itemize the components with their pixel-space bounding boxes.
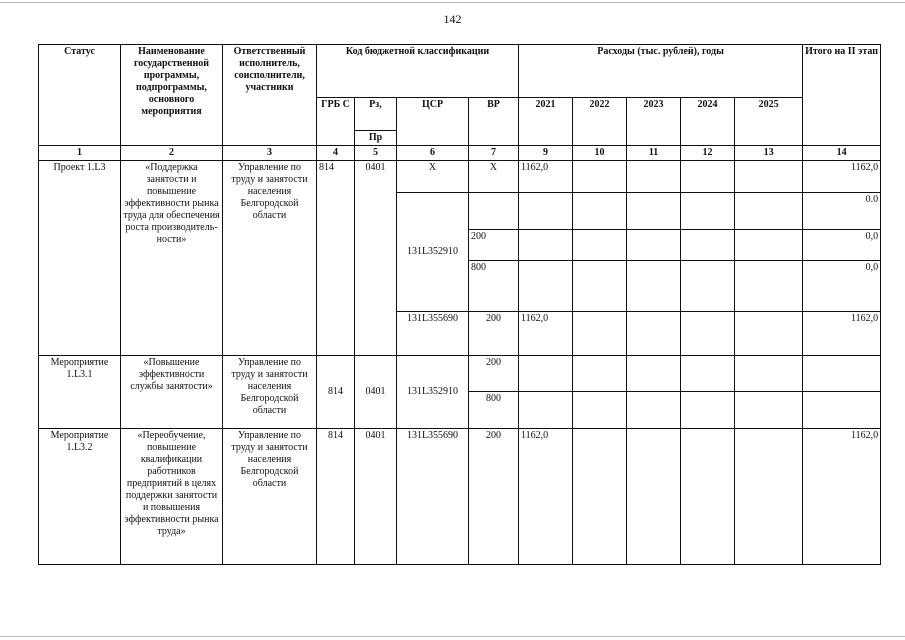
header-grbs: ГРБ С: [317, 98, 355, 146]
measure1-executor: Управление по труду и занятости населения Белгородской области: [223, 356, 317, 429]
project-2025-cell: [735, 230, 803, 261]
measure1-rz: 0401: [355, 356, 397, 429]
measure1-row-1: [39, 356, 881, 392]
project-total-cell: 0,0: [803, 230, 881, 261]
project-2024-cell: [681, 312, 735, 356]
measure1-2025-cell: [735, 356, 803, 392]
measure2-total-cell: 1162,0: [803, 429, 881, 565]
measure1-vr-b: 800: [469, 392, 519, 429]
header-executor: Ответственный исполнитель, соисполнители, участники: [223, 45, 317, 146]
project-2021-cell: [519, 193, 573, 230]
project-2024-cell: [681, 193, 735, 230]
measure2-name: «Переобучение, повышение квалификации работников предприятий в целях поддержки занятости и повышения эффективности рынка труда»: [121, 429, 223, 565]
measure1-grbs: 814: [317, 356, 355, 429]
column-number: 3: [223, 146, 317, 161]
measure1-2022-cell: [573, 392, 627, 429]
project-2022-cell: [573, 161, 627, 193]
project-vr-cell: 200: [469, 230, 519, 261]
measure1-2024-cell: [681, 356, 735, 392]
measure1-2023-cell: [627, 392, 681, 429]
page-top-edge: [0, 2, 905, 3]
measure1-total-cell: [803, 392, 881, 429]
header-expenses: Расходы (тыс. рублей), годы: [519, 45, 803, 98]
project-csr-cell: 131L355690: [397, 312, 469, 356]
measure2-2025-cell: [735, 429, 803, 565]
project-2023-cell: [627, 193, 681, 230]
project-csr-cell: Х: [397, 161, 469, 193]
project-2023-cell: [627, 230, 681, 261]
column-number: 12: [681, 146, 735, 161]
project-grbs: 814: [317, 161, 355, 356]
measure1-2022-cell: [573, 356, 627, 392]
project-total-cell: 1162,0: [803, 161, 881, 193]
measure1-csr: 131L352910: [397, 356, 469, 429]
header-year-2024: 2024: [681, 98, 735, 146]
header-rz: Рз,: [355, 98, 397, 131]
header-pr: Пр: [355, 131, 397, 146]
column-number: 9: [519, 146, 573, 161]
measure1-name: «Повышение эффективности службы занятости»: [121, 356, 223, 429]
project-2025-cell: [735, 261, 803, 312]
column-number: 6: [397, 146, 469, 161]
page-bottom-edge: [0, 636, 905, 637]
measure2-2022-cell: [573, 429, 627, 565]
measure1-2021-cell: [519, 392, 573, 429]
project-2025-cell: [735, 312, 803, 356]
measure1-2024-cell: [681, 392, 735, 429]
measure1-2025-cell: [735, 392, 803, 429]
project-rz: 0401: [355, 161, 397, 356]
header-status: Статус: [39, 45, 121, 146]
project-2022-cell: [573, 312, 627, 356]
project-2021-cell: 1162,0: [519, 312, 573, 356]
header-year-2023: 2023: [627, 98, 681, 146]
project-2024-cell: [681, 230, 735, 261]
project-status: Проект 1.L3: [39, 161, 121, 356]
project-2023-cell: [627, 161, 681, 193]
measure1-2023-cell: [627, 356, 681, 392]
header-year-2021: 2021: [519, 98, 573, 146]
project-vr-cell: Х: [469, 161, 519, 193]
measure1-status: Мероприятие 1.L3.1: [39, 356, 121, 429]
project-total-cell: 0,0: [803, 261, 881, 312]
project-name: «Поддержка занятости и повышение эффективности рынка труда для обеспечения роста производитель-ности»: [121, 161, 223, 356]
header-budget-code: Код бюджетной классификации: [317, 45, 519, 98]
project-csr-a: 131L352910: [397, 193, 469, 312]
project-2025-cell: [735, 161, 803, 193]
measure2-vr: 200: [469, 429, 519, 565]
project-row-1: [39, 161, 881, 193]
header-year-2022: 2022: [573, 98, 627, 146]
project-vr-cell: 800: [469, 261, 519, 312]
project-2025-cell: [735, 193, 803, 230]
project-vr-cell: [469, 193, 519, 230]
project-total-cell: 0.0: [803, 193, 881, 230]
column-number: 4: [317, 146, 355, 161]
measure2-executor: Управление по труду и занятости населения Белгородской области: [223, 429, 317, 565]
column-number: 5: [355, 146, 397, 161]
column-number: 14: [803, 146, 881, 161]
project-vr-cell: 200: [469, 312, 519, 356]
measure2-row: [39, 429, 881, 565]
measure2-2024-cell: [681, 429, 735, 565]
column-number: 11: [627, 146, 681, 161]
header-vr: ВР: [469, 98, 519, 146]
measure2-2023-cell: [627, 429, 681, 565]
header-total: Итого на II этап: [803, 45, 881, 146]
project-2022-cell: [573, 230, 627, 261]
header-year-2025: 2025: [735, 98, 803, 146]
column-number-row: [39, 146, 881, 161]
measure2-status: Мероприятие 1.L3.2: [39, 429, 121, 565]
project-total-cell: 1162,0: [803, 312, 881, 356]
project-2022-cell: [573, 261, 627, 312]
column-number: 13: [735, 146, 803, 161]
column-number: 10: [573, 146, 627, 161]
project-2022-cell: [573, 193, 627, 230]
page-number: 142: [443, 12, 462, 26]
measure2-rz: 0401: [355, 429, 397, 565]
measure2-csr: 131L355690: [397, 429, 469, 565]
measure1-2021-cell: [519, 356, 573, 392]
measure1-vr-a: 200: [469, 356, 519, 392]
measure2-2021-cell: 1162,0: [519, 429, 573, 565]
project-2021-cell: [519, 261, 573, 312]
project-2021-cell: [519, 230, 573, 261]
project-2021-cell: 1162,0: [519, 161, 573, 193]
project-2024-cell: [681, 261, 735, 312]
column-number: 2: [121, 146, 223, 161]
column-number: 1: [39, 146, 121, 161]
project-2023-cell: [627, 312, 681, 356]
project-2024-cell: [681, 161, 735, 193]
budget-table: [38, 44, 881, 565]
header-csr: ЦСР: [397, 98, 469, 146]
header-name: Наименование государственной программы, подпрограммы, основного мероприятия: [121, 45, 223, 146]
measure1-total-cell: [803, 356, 881, 392]
measure2-grbs: 814: [317, 429, 355, 565]
column-number: 7: [469, 146, 519, 161]
header-row-1: [39, 45, 881, 98]
project-executor: Управление по труду и занятости населения Белгородской области: [223, 161, 317, 356]
project-2023-cell: [627, 261, 681, 312]
